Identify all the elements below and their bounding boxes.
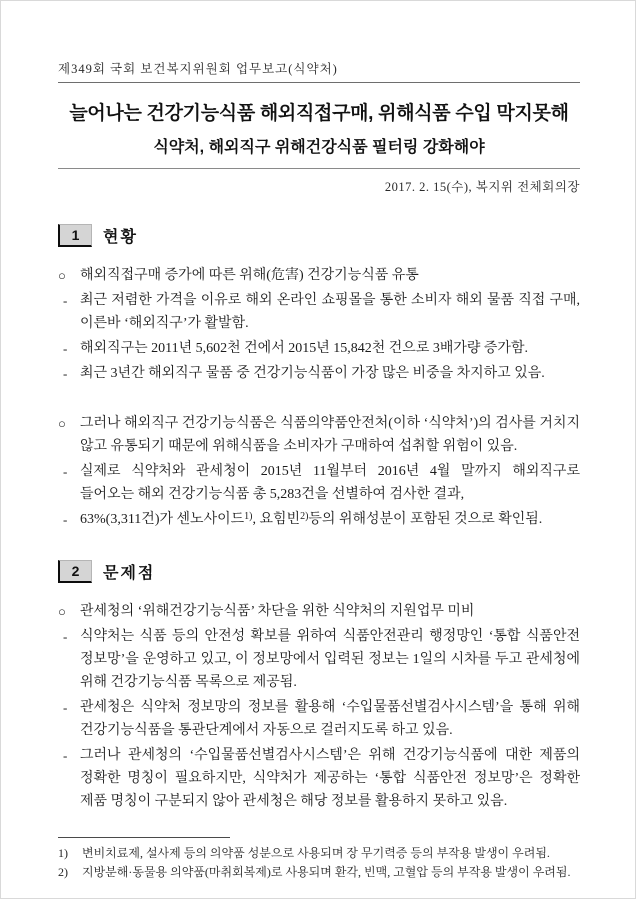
report-header: 제349회 국회 보건복지위원회 업무보고(식약처) [58, 59, 580, 83]
page-subtitle: 식약처, 해외직구 위해건강식품 필터링 강화해야 [153, 139, 485, 156]
section-title: 현황 [103, 229, 138, 246]
list-item [58, 264, 580, 287]
footnote-number: 1) [58, 846, 68, 860]
item-text: 그러나 해외직구 건강기능식품은 식품의약품안전처(이하 ‘식약처’)의 검사를 거치지 않고 유통되기 때문에 위해식품을 소비자가 구매하여 섭취할 위험이 있음. [80, 416, 580, 454]
list-item [58, 625, 580, 694]
footnote-separator [58, 837, 230, 838]
dash-bullet: - [63, 341, 68, 356]
dash-bullet: - [63, 366, 68, 381]
section-1-heading [58, 224, 580, 247]
content-block [58, 412, 580, 531]
footnotes-area [58, 837, 580, 882]
section-title: 문제점 [103, 565, 156, 582]
text-segment: 등의 위해성분이 포함된 것으로 확인됨. [308, 512, 543, 527]
item-text [80, 512, 542, 527]
content-block [58, 264, 580, 385]
footnote [58, 863, 580, 882]
dash-bullet: - [63, 512, 68, 527]
item-text: 최근 저렴한 가격을 이유로 해외 온라인 쇼핑몰을 통한 소비자 해외 물품 직접 구매, 이른바 ‘해외직구’가 활발함. [80, 293, 580, 331]
list-item [58, 696, 580, 742]
item-text: 해외직구는 2011년 5,602천 건에서 2015년 15,842천 건으로 3배가량 증가함. [80, 341, 528, 356]
page-title: 늘어나는 건강기능식품 해외직접구매, 위해식품 수입 막지못해 [69, 103, 569, 124]
list-item [58, 600, 580, 623]
list-item [58, 337, 580, 360]
circle-bullet: ○ [58, 268, 66, 283]
date-and-place: 2017. 2. 15(수), 복지위 전체회의장 [384, 180, 580, 194]
section-number-badge: 2 [58, 560, 92, 583]
list-item [58, 289, 580, 335]
circle-bullet: ○ [58, 416, 66, 431]
footnote-ref-1: 1) [244, 511, 253, 522]
dash-bullet: - [63, 700, 68, 715]
item-text: 최근 3년간 해외직구 물품 중 건강기능식품이 가장 많은 비중을 차지하고 있음. [80, 366, 545, 381]
footnote-ref-2: 2) [300, 511, 309, 522]
footnote-text: 지방분해·동물용 의약품(마취회복제)로 사용되며 환각, 빈맥, 고혈압 등의 부작용 발생이 우려됨. [82, 865, 571, 879]
item-text: 식약처는 식품 등의 안전성 확보를 위하여 식품안전관리 행정망인 ‘통합 식품안전 정보망’을 운영하고 있고, 이 정보망에서 입력된 정보는 1일의 시차를 두고 관세청에 위해 건강기능식품 목록으로 제공됨. [80, 629, 580, 690]
footnote-text: 변비치료제, 설사제 등의 의약품 성분으로 사용되며 장 무기력증 등의 부작용 발생이 우려됨. [82, 846, 550, 860]
text-segment: , 요힘빈 [252, 512, 301, 527]
list-item [58, 362, 580, 385]
dash-bullet: - [63, 629, 68, 644]
dash-bullet: - [63, 464, 68, 479]
dash-bullet: - [63, 748, 68, 763]
item-text: 그러나 관세청의 ‘수입물품선별검사시스템’은 위해 건강기능식품에 대한 제품의 정확한 명칭이 필요하지만, 식약처가 제공하는 ‘통합 식품안전 정보망’은 정확한 제품 명칭이 구분되지 않아 관세청은 해당 정보를 활용하지 못하고 있음. [80, 748, 580, 809]
list-item [58, 460, 580, 506]
item-text: 관세청은 식약처 정보망의 정보를 활용해 ‘수입물품선별검사시스템’을 통해 위해 건강기능식품을 통관단계에서 자동으로 걸러지도록 하고 있음. [80, 700, 580, 738]
item-text: 해외직접구매 증가에 따른 위해(危害) 건강기능식품 유통 [80, 268, 419, 283]
dash-bullet: - [63, 293, 68, 308]
circle-bullet: ○ [58, 604, 66, 619]
list-item [58, 508, 580, 531]
list-item [58, 412, 580, 458]
list-item [58, 744, 580, 813]
section-number-badge: 1 [58, 224, 92, 247]
footnote-number: 2) [58, 865, 68, 879]
content-block [58, 600, 580, 813]
footnote [58, 844, 580, 863]
text-segment: 63%(3,311건)가 센노사이드 [80, 512, 245, 527]
item-text: 관세청의 ‘위해건강기능식품’ 차단을 위한 식약처의 지원업무 미비 [80, 604, 475, 619]
item-text: 실제로 식약처와 관세청이 2015년 11월부터 2016년 4월 말까지 해외직구로 들어오는 해외 건강기능식품 총 5,283건을 선별하여 검사한 결과, [80, 464, 580, 502]
title-divider [58, 168, 580, 169]
section-2-heading [58, 560, 580, 583]
